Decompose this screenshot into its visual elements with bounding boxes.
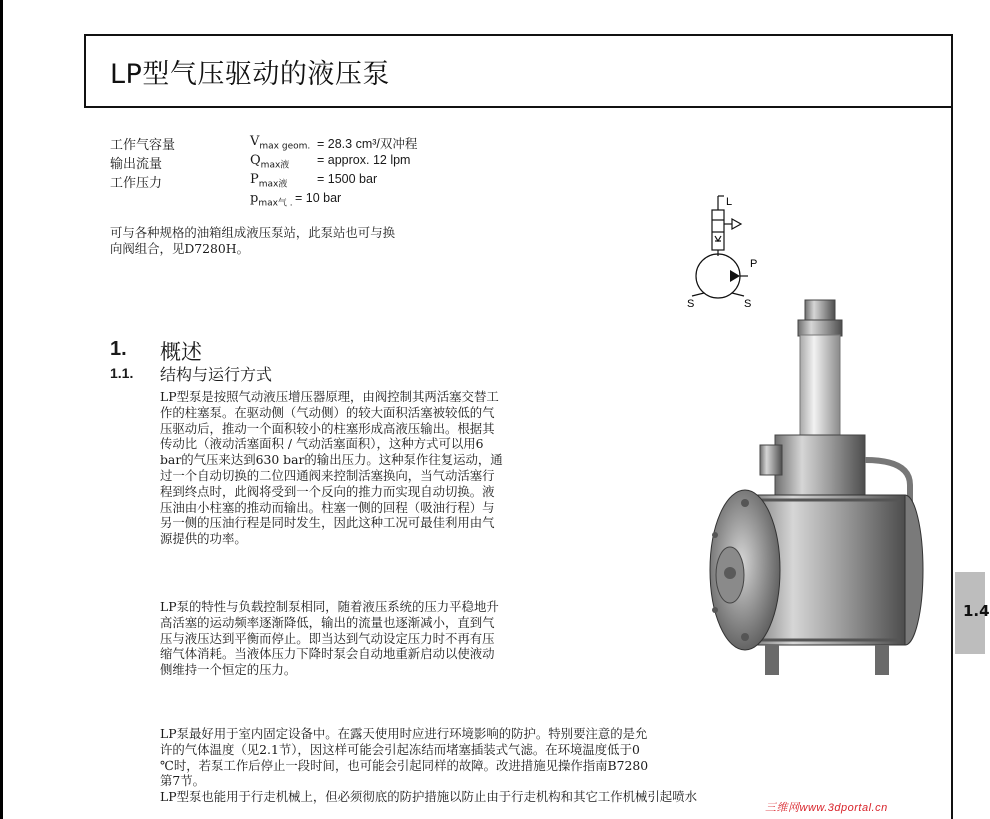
symbol-label-s-left: S xyxy=(687,298,695,310)
section-title: 概述 xyxy=(160,340,202,364)
subsection-number: 1.1. xyxy=(110,365,134,381)
spec-value: = 28.3 cm³/双冲程 xyxy=(317,137,418,151)
symbol-label-s-right: S xyxy=(744,298,752,310)
spec-value: = 10 bar xyxy=(295,191,342,205)
intro-paragraph: 可与各种规格的油箱组成液压泵站，此泵站也可与换 向阀组合，见D7280H。 xyxy=(110,225,395,256)
watermark: 三维网www.3dportal.cn xyxy=(765,802,888,814)
paragraph-application: LP泵最好用于室内固定设备中。在露天使用时应进行环境影响的防护。特别要注意的是允 许的气体温度（见2.1节），因这样可能会引起冻结而堵塞插装式气滤。在环境温度低于0 ℃时，若泵工作后停止一段时间，也可能会引起同样的故障。改进措施见操作指南B7280 第7节。 LP型泵也能用于行走机械上，但必须彻底的防护措施以防止由于行走机构和其它工作机械引起喷水 xyxy=(160,726,697,805)
spec-label: 工作压力 xyxy=(110,176,163,191)
symbol-label-l: L xyxy=(726,196,733,208)
spec-symbol: $p_{max气 .}$ xyxy=(250,191,293,209)
subsection-title: 结构与运行方式 xyxy=(160,365,273,384)
pump-photo xyxy=(700,295,950,695)
spec-value: = approx. 12 lpm xyxy=(317,153,411,167)
right-border-rule xyxy=(951,108,953,819)
left-border-rule xyxy=(0,0,3,819)
spec-symbol: $V_{max geom.}$ xyxy=(250,134,311,152)
page-title: LP型气压驱动的液压泵 xyxy=(110,59,390,90)
side-tab-label: 1.4 xyxy=(963,602,990,620)
spec-label: 输出流量 xyxy=(110,157,163,172)
hydraulic-pump-symbol xyxy=(682,192,772,312)
side-tab[interactable] xyxy=(955,572,990,654)
spec-value: = 1500 bar xyxy=(317,172,378,186)
spec-symbol: $P_{max液}$ xyxy=(250,172,288,190)
spec-label: 工作气容量 xyxy=(110,138,176,153)
title-box xyxy=(84,34,953,108)
section-number: 1. xyxy=(110,338,127,360)
symbol-label-p: P xyxy=(750,258,758,270)
paragraph-characteristics: LP泵的特性与负载控制泵相同，随着液压系统的压力平稳地升 高活塞的运动频率逐渐降低，输出的流量也逐渐减小，直到气 压与液压达到平衡而停止。即当达到气动设定压力时不再有压 缩气体消耗。当液体压力下降时泵会自动地重新启动以使液动 侧维持一个恒定的压力。 xyxy=(160,599,499,678)
spec-symbol: $Q_{max液}$ xyxy=(250,153,290,171)
paragraph-operation: LP型泵是按照气动液压增压器原理，由阀控制其两活塞交替工 作的柱塞泵。在驱动侧（气动侧）的较大面积活塞被较低的气 压驱动后，推动一个面积较小的柱塞形成高液压输出。根据其 传动比（液动活塞面积 / 气动活塞面积），这种方式可以用6 bar的气压来达到630 bar的输出压力。这种泵作往复运动，通 过一个自动切换的二位四通阀来控制活塞换向，当气动活塞行 程到终点时，此阀将受到一个反向的推力而实现自动切换。液 压油由小柱塞的推动而输出。柱塞一侧的回程（吸油行程）与 另一侧的压油行程是同时发生，因此这种工况可最佳利用由气 源提供的功率。 xyxy=(160,389,503,547)
